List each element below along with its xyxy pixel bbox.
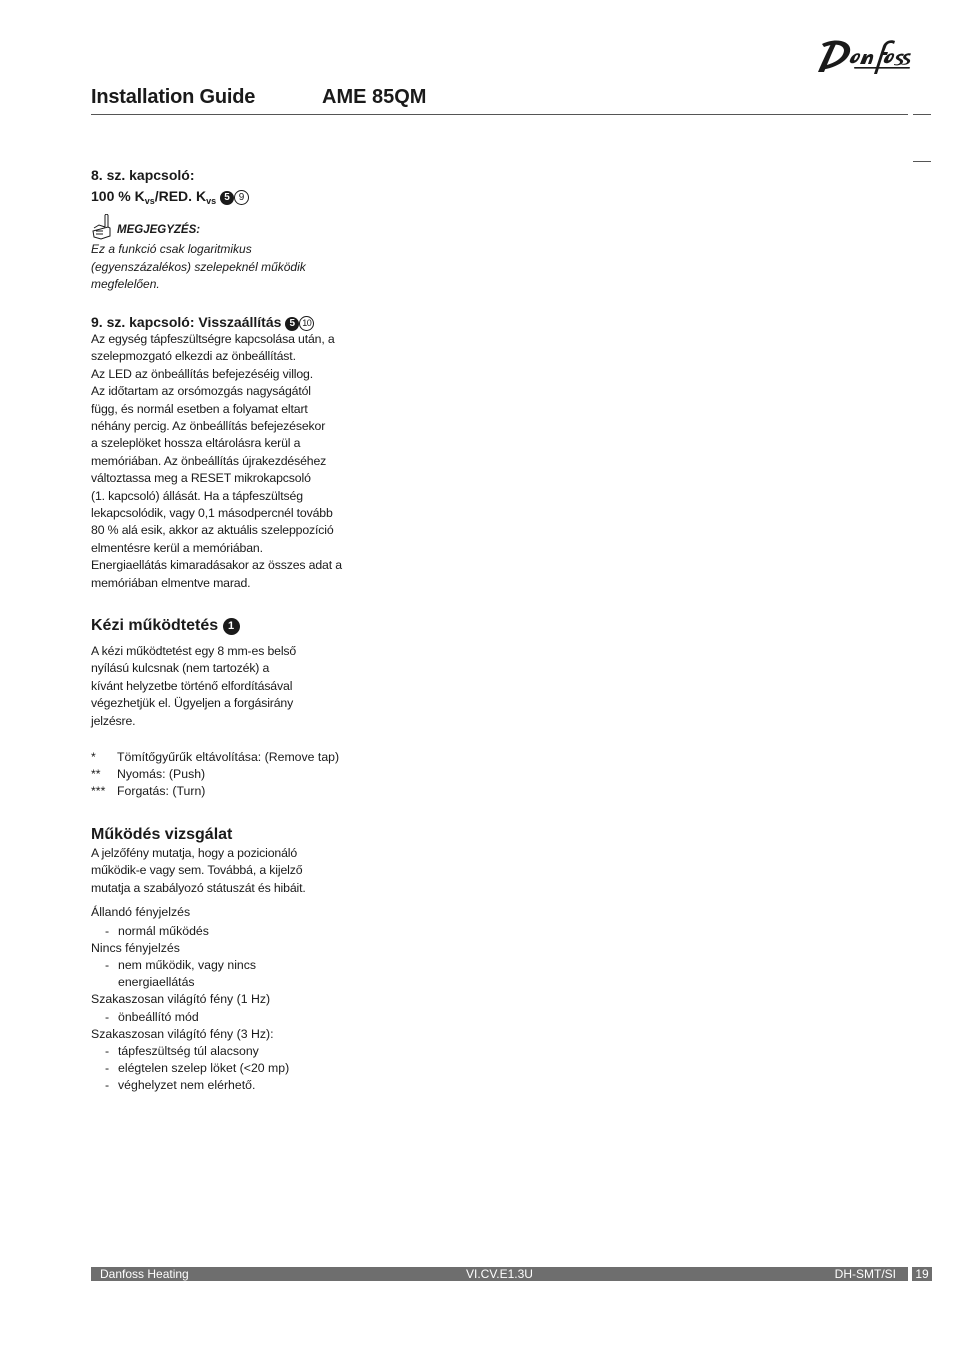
danfoss-logo (814, 36, 912, 76)
ref-circle-9: 9 (234, 190, 249, 205)
ref-circle-10: 10 (299, 316, 314, 331)
note-header (91, 214, 361, 240)
note-text: Ez a funkció csak logaritmikus (egyenszázalékos) szelepeknél működik megfelelően. (91, 242, 306, 292)
status-label: Állandó fényjelzés (91, 905, 191, 919)
section-9-body: Az egység tápfeszültségre kapcsolása után, a szelepmozgató elkezdi az önbeállítást. Az LED az önbeállítás befejezéséig villog. Az időtartam az orsómozgás nagyságától függ, és normál esetben a folyamat eltart néhány percig. Az önbeállítás befejezésekor a szeleplöket hossza eltárolásra kerül a memóriában. Az önbeállítás újrakezdéséhez változtassa meg a RESET mikrokapcsoló (1. kapcsoló) állását. Ha a tápfeszültség lekapcsolódik, vagy 0,1 másodpercnél tovább 80 % alá esik, akkor az aktuális szeleppozíció elmentésre kerül a memóriában. Energiaellátás kimaradásakor az összes adat a memóriában elmentve marad. (91, 332, 342, 590)
footer-doc-code: VI.CV.E1.3U (466, 1267, 533, 1281)
list-item: - tápfeszültség túl alacsony (105, 1043, 259, 1058)
operation-test-heading: Működés vizsgálat (91, 826, 233, 843)
section-8-title-line1: 8. sz. kapcsoló: (91, 167, 195, 183)
footnotes (91, 749, 371, 799)
list-item: - normál működés (105, 924, 209, 939)
footnote-item: * Tömítőgyűrűk eltávolítása: (Remove tap) (91, 750, 340, 764)
list-item: - véghelyzet nem elérhető. (105, 1077, 256, 1092)
document-title: Installation Guide (91, 86, 256, 108)
manual-operation-body: A kézi működtetést egy 8 mm-es belső nyílású kulcsnak (nem tartozék) a kívánt helyzetbe történő elfordításával végezhetjük el. Ügyeljen a forgásirány jelzésre. (91, 644, 297, 728)
ref-circle-5: 5 (285, 317, 299, 331)
operation-test-intro: A jelzőfény mutatja, hogy a pozicionáló működik-e vagy sem. Továbbá, a kijelző mutatja a szabályozó státuszát és hibáit. (91, 846, 306, 895)
margin-mark (913, 161, 931, 162)
status-label: Szakaszosan világító fény (3 Hz): (91, 1026, 274, 1041)
status-label: Szakaszosan világító fény (1 Hz) (91, 992, 271, 1007)
footer-company: Danfoss Heating (100, 1267, 189, 1281)
product-model: AME 85QM (322, 86, 427, 108)
page-number: 19 (912, 1267, 932, 1281)
section-8-heading (91, 165, 361, 212)
list-item: - elégtelen szelep löket (<20 mp) (105, 1060, 290, 1075)
ref-circle-1: 1 (223, 618, 240, 635)
margin-mark (913, 114, 931, 115)
list-item: - nem működik, vagy nincs energiaellátás (105, 958, 257, 990)
note-label: MEGJEGYZÉS: (117, 224, 201, 237)
section-8-title-line2: 100 % $K_{vs}$/RED. $K_{vs}$ 5 9 (91, 186, 361, 212)
hand-pointing-icon (91, 214, 113, 240)
footnote-item: ** Nyomás: (Push) (91, 766, 206, 781)
status-label: Nincs fényjelzés (91, 941, 180, 956)
footer-dept: DH-SMT/SI (834, 1267, 896, 1281)
status-list (91, 904, 361, 1094)
header-rule (91, 114, 908, 115)
list-item: - önbeállító mód (105, 1009, 199, 1024)
note-block (91, 214, 361, 294)
ref-circle-5: 5 (220, 191, 234, 205)
footnote-item: *** Forgatás: (Turn) (91, 783, 206, 798)
manual-operation-heading: Kézi működtetés 1 (91, 617, 361, 635)
section-9-heading: 9. sz. kapcsoló: Visszaállítás 5 10 (91, 312, 361, 333)
